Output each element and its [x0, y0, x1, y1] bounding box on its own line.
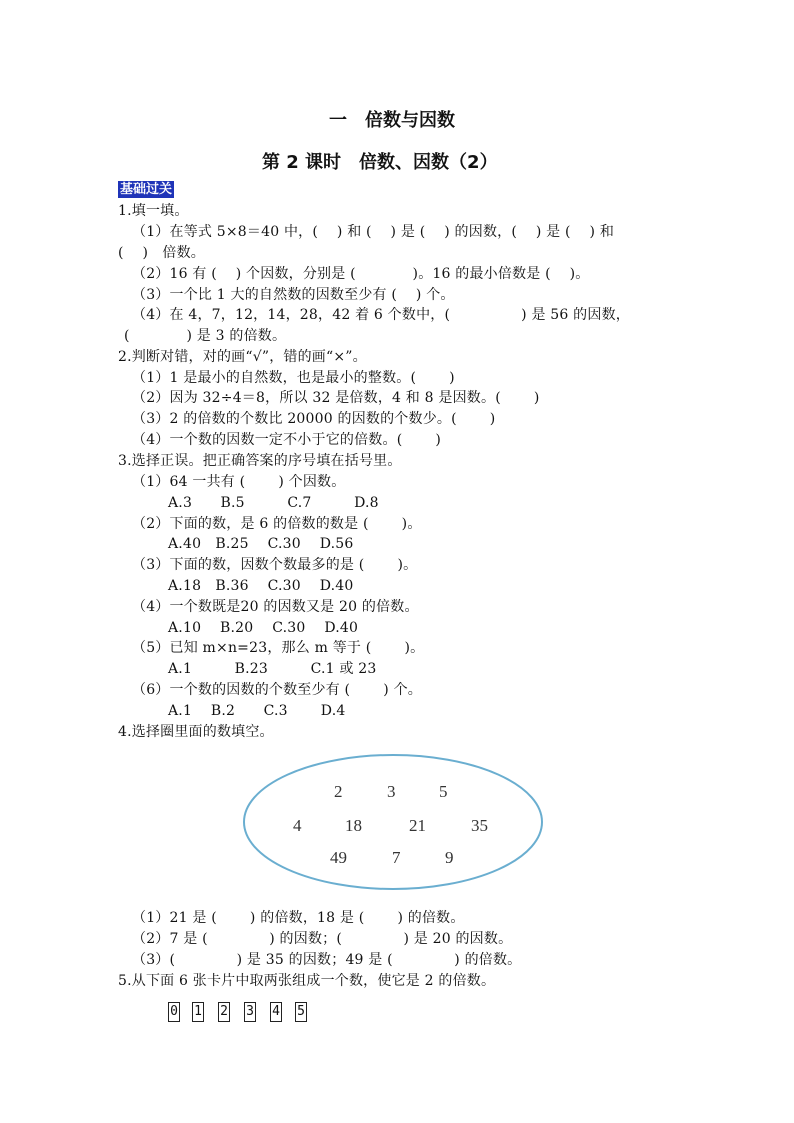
q1-line-4b: ( ) 是 3 的倍数。: [124, 328, 287, 344]
q3-options-4: A.10 B.20 C.30 D.40: [168, 620, 359, 636]
section-badge: 基础过关: [120, 182, 173, 197]
q1-line-3: （3）一个比 1 大的自然数的因数至少有 ( ) 个。: [132, 287, 455, 303]
q1-title: 1.填一填。: [118, 203, 189, 219]
q3-question-2: （2）下面的数，是 6 的倍数的数是 ( )。: [132, 516, 422, 532]
q4-line-2: （2）7 是 ( ) 的因数；( ) 是 20 的因数。: [132, 931, 513, 947]
q3-options-3: A.18 B.36 C.30 D.40: [168, 578, 354, 594]
q1-line-1a: （1）在等式 5×8＝40 中，( ) 和 ( ) 是 ( ) 的因数，( ) 是 ( ) 和: [132, 224, 615, 240]
q4-line-1: （1）21 是 ( ) 的倍数，18 是 ( ) 的倍数。: [132, 910, 465, 926]
q3-options-1: A.3 B.5 C.7 D.8: [168, 495, 379, 511]
q2-line-3: （3）2 的倍数的个数比 20000 的因数的个数少。( ): [132, 411, 496, 427]
q2-title: 2.判断对错，对的画“√”，错的画“×”。: [118, 349, 367, 365]
number-card: 5: [295, 1002, 307, 1022]
number-card: 0: [168, 1002, 180, 1022]
q1-line-2: （2）16 有 ( ) 个因数，分别是 ( )。16 的最小倍数是 ( )。: [132, 266, 590, 282]
q5-title: 5.从下面 6 张卡片中取两张组成一个数，使它是 2 的倍数。: [118, 973, 496, 989]
lesson-title: 第 2 课时 倍数、因数（2）: [262, 152, 498, 173]
circle-number: 9: [445, 848, 454, 867]
circle-number: 21: [409, 816, 426, 835]
circle-number: 35: [471, 816, 488, 835]
q3-question-1: （1）64 一共有 ( ) 个因数。: [132, 474, 346, 490]
circle-number: 5: [439, 782, 448, 801]
number-card: 2: [218, 1002, 230, 1022]
number-card: 1: [192, 1002, 204, 1022]
circle-number: 2: [334, 782, 343, 801]
circle-number: 3: [387, 782, 396, 801]
q3-question-6: （6）一个数的因数的个数至少有 ( ) 个。: [132, 682, 422, 698]
q3-question-5: （5）已知 m×n=23，那么 m 等于 ( )。: [132, 640, 425, 656]
q1-line-4a: （4）在 4，7，12，14，28，42 着 6 个数中，( ) 是 56 的因数，: [132, 307, 630, 323]
q3-question-4: （4）一个数既是20 的因数又是 20 的倍数。: [132, 599, 419, 615]
circle-number: 18: [345, 816, 362, 835]
circle-number: 7: [392, 848, 401, 867]
circle-number: 49: [330, 848, 347, 867]
q3-options-5: A.1 B.23 C.1 或 23: [168, 661, 377, 677]
q2-line-4: （4）一个数的因数一定不小于它的倍数。( ): [132, 432, 442, 448]
q4-line-3: （3）( ) 是 35 的因数；49 是 ( ) 的倍数。: [132, 952, 522, 968]
q2-line-1: （1）1 是最小的自然数，也是最小的整数。( ): [132, 370, 455, 386]
q3-options-6: A.1 B.2 C.3 D.4: [168, 703, 346, 719]
q1-line-1b: ( ) 倍数。: [118, 245, 205, 261]
circle-number: 4: [293, 816, 302, 835]
q3-options-2: A.40 B.25 C.30 D.56: [168, 536, 354, 552]
q4-title: 4.选择圈里面的数填空。: [118, 724, 274, 740]
q2-line-2: （2）因为 32÷4＝8，所以 32 是倍数，4 和 8 是因数。( ): [132, 390, 540, 406]
q3-title: 3.选择正误。把正确答案的序号填在括号里。: [118, 453, 402, 469]
number-card: 3: [244, 1002, 256, 1022]
q3-question-3: （3）下面的数，因数个数最多的是 ( )。: [132, 557, 418, 573]
chapter-title: 一 倍数与因数: [329, 110, 455, 131]
number-card: 4: [270, 1002, 282, 1022]
number-circle: [243, 753, 543, 891]
